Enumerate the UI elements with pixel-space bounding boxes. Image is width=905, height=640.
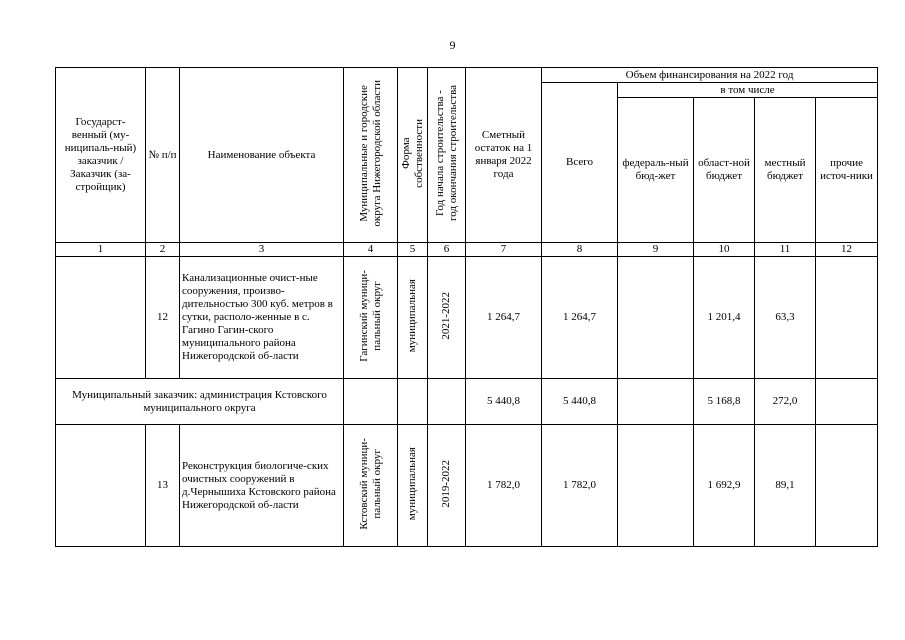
header-ownership xyxy=(398,68,428,243)
col-number: 5 xyxy=(398,243,428,257)
row-customer xyxy=(56,425,146,547)
header-district-line2: округа Нижегородской области xyxy=(370,79,383,227)
row-object-name: Канализационные очист-ные сооружения, произво-дительностью 300 куб. метров в сутки, располо-женные в с. Гагино Гагин-ского муниципального района Нижегородской об-ласти xyxy=(180,257,344,379)
group-district xyxy=(344,379,398,425)
row-years: 2019-2022 xyxy=(428,425,466,547)
group-label: Муниципальный заказчик: администрация Кстовского муниципального округа xyxy=(56,379,344,425)
group-regional: 5 168,8 xyxy=(694,379,755,425)
group-row xyxy=(56,379,878,425)
header-regional: област-ной бюджет xyxy=(694,98,755,243)
row-federal xyxy=(618,257,694,379)
row-ownership: муниципальная xyxy=(398,257,428,379)
col-number: 2 xyxy=(146,243,180,257)
header-federal: федераль-ный бюд-жет xyxy=(618,98,694,243)
table-row xyxy=(56,257,878,379)
header-years-line1: Год начала строительства - xyxy=(433,90,446,216)
column-numbers-row xyxy=(56,243,878,257)
header-local: местный бюджет xyxy=(755,98,816,243)
group-years xyxy=(428,379,466,425)
table-row xyxy=(56,425,878,547)
col-number: 1 xyxy=(56,243,146,257)
row-district-line2: пальный округ xyxy=(370,448,383,519)
row-district xyxy=(344,257,398,379)
row-num: 13 xyxy=(146,425,180,547)
header-district xyxy=(344,68,398,243)
row-regional: 1 692,9 xyxy=(694,425,755,547)
header-total: Всего xyxy=(542,83,618,243)
row-other xyxy=(816,257,878,379)
row-district-line2: пальный округ xyxy=(370,280,383,351)
row-local: 63,3 xyxy=(755,257,816,379)
header-including: в том числе xyxy=(618,83,878,98)
row-customer xyxy=(56,257,146,379)
group-federal xyxy=(618,379,694,425)
col-number: 4 xyxy=(344,243,398,257)
group-ownership xyxy=(398,379,428,425)
col-number: 6 xyxy=(428,243,466,257)
row-years: 2021-2022 xyxy=(428,257,466,379)
header-financing: Объем финансирования на 2022 год xyxy=(542,68,878,83)
row-regional: 1 201,4 xyxy=(694,257,755,379)
header-years xyxy=(428,68,466,243)
row-district-line1: Кстовский муници- xyxy=(357,437,370,530)
header-num: № п/п xyxy=(146,68,180,243)
group-local: 272,0 xyxy=(755,379,816,425)
row-num: 12 xyxy=(146,257,180,379)
header-row-1 xyxy=(56,68,878,83)
header-customer: Государст-венный (му-ниципаль-ный) заказчик / Заказчик (за-стройщик) xyxy=(56,68,146,243)
row-local: 89,1 xyxy=(755,425,816,547)
page-number: 9 xyxy=(449,38,456,52)
row-other xyxy=(816,425,878,547)
row-district-line1: Гагинский муници- xyxy=(357,269,370,362)
group-other xyxy=(816,379,878,425)
header-years-line2: год окончания строительства xyxy=(446,85,459,221)
row-total: 1 782,0 xyxy=(542,425,618,547)
header-estimate: Сметный остаток на 1 января 2022 года xyxy=(466,68,542,243)
col-number: 12 xyxy=(816,243,878,257)
col-number: 7 xyxy=(466,243,542,257)
financing-table xyxy=(55,67,878,547)
header-ownership-line1: Форма xyxy=(400,137,412,169)
col-number: 10 xyxy=(694,243,755,257)
row-object-name: Реконструкция биологиче-ских очистных сооружений в д.Чернышиха Кстовского района Нижегородской об-ласти xyxy=(180,425,344,547)
row-district xyxy=(344,425,398,547)
col-number: 11 xyxy=(755,243,816,257)
row-federal xyxy=(618,425,694,547)
col-number: 3 xyxy=(180,243,344,257)
group-estimate: 5 440,8 xyxy=(466,379,542,425)
row-estimate: 1 264,7 xyxy=(466,257,542,379)
row-ownership: муниципальная xyxy=(398,425,428,547)
col-number: 9 xyxy=(618,243,694,257)
row-estimate: 1 782,0 xyxy=(466,425,542,547)
row-total: 1 264,7 xyxy=(542,257,618,379)
col-number: 8 xyxy=(542,243,618,257)
header-other: прочие источ-ники xyxy=(816,98,878,243)
header-district-line1: Муниципальные и городские xyxy=(357,84,370,222)
header-object-name: Наименование объекта xyxy=(180,68,344,243)
group-total: 5 440,8 xyxy=(542,379,618,425)
header-ownership-line2: собственности xyxy=(413,118,425,188)
